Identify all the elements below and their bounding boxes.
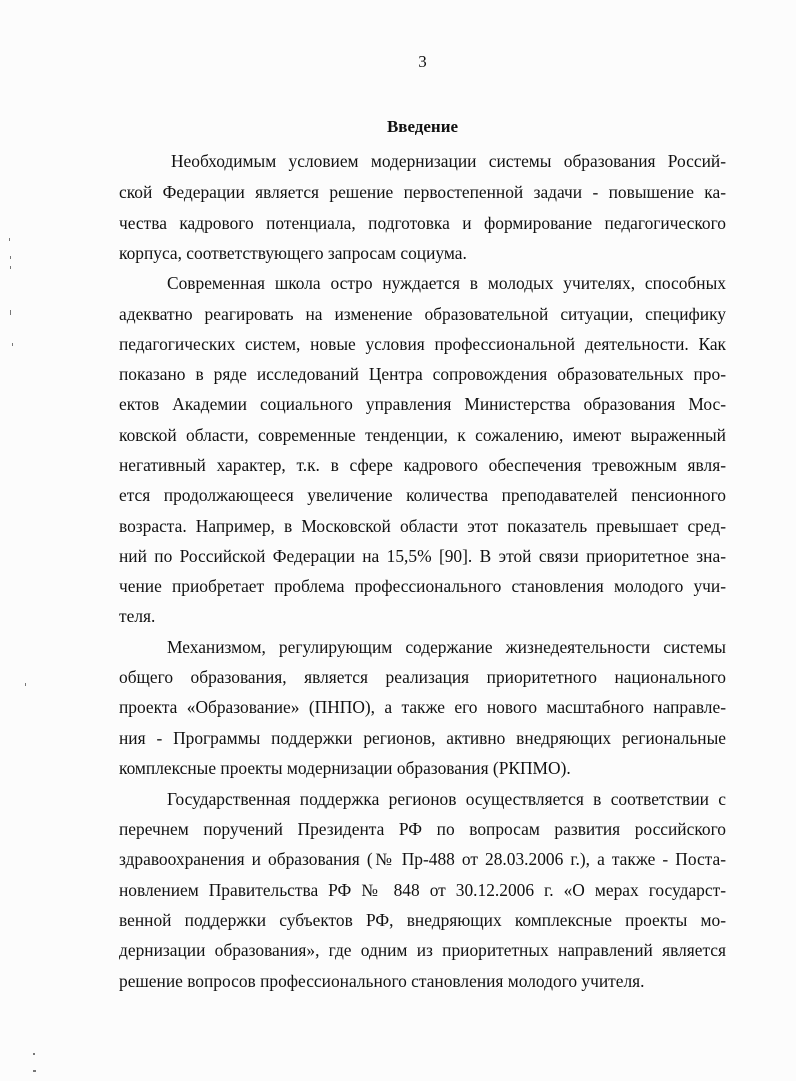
text-line: новлением Правительства РФ № 848 от 30.12.2006 г. «О мерах государст- (119, 880, 726, 900)
text-line: здравоохранения и образования (№ Пр-488 от 28.03.2006 г.), а также - Поста- (119, 849, 726, 869)
page-number: 3 (418, 52, 427, 71)
text-line: чение приобретает проблема профессионального становления молодого учи- (119, 576, 726, 596)
text-line: ний по Российской Федерации на 15,5% [90]. В этой связи приоритетное зна- (119, 546, 726, 566)
text-line: показано в ряде исследований Центра сопровождения образовательных про- (119, 364, 726, 384)
text-line: ковской области, современные тенденции, к сожалению, имеют выраженный (119, 425, 726, 445)
text-line: возраста. Например, в Московской области этот показатель превышает сред- (119, 516, 726, 536)
scan-speck (33, 1053, 35, 1055)
text-line: ния - Программы поддержки регионов, активно внедряющих региональные (119, 728, 726, 748)
scan-speck (10, 256, 11, 259)
scan-speck (33, 1070, 36, 1072)
text-line: комплексные проекты модернизации образования (РКПМО). (119, 758, 571, 778)
text-line: проекта «Образование» (ПНПО), а также его нового масштабного направле- (119, 697, 726, 717)
scan-speck (10, 310, 11, 315)
text-line: Необходимым условием модернизации системы образования Россий- (171, 151, 726, 171)
text-line: негативный характер, т.к. в сфере кадрового обеспечения тревожным явля- (119, 455, 726, 475)
scan-speck (10, 266, 11, 269)
text-line: теля. (119, 606, 156, 626)
text-line: ской Федерации является решение первостепенной задачи - повышение ка- (119, 182, 726, 202)
text-line: Современная школа остро нуждается в молодых учителях, способных (167, 273, 726, 293)
text-line: адекватно реагировать на изменение образовательной ситуации, специфику (119, 304, 726, 324)
text-line: ектов Академии социального управления Министерства образования Мос- (119, 394, 726, 414)
text-line: общего образования, является реализация приоритетного национального (119, 667, 726, 687)
text-line: Государственная поддержка регионов осуществляется в соответствии с (167, 789, 726, 809)
scan-speck (25, 683, 26, 686)
text-line: ется продолжающееся увеличение количества преподавателей пенсионного (119, 485, 726, 505)
text-line: чества кадрового потенциала, подготовка и формирование педагогического (119, 213, 726, 233)
scan-speck (12, 343, 13, 346)
text-line: корпуса, соответствующего запросам социума. (119, 243, 467, 263)
text-line: решение вопросов профессионального становления молодого учителя. (119, 971, 645, 991)
text-line: Механизмом, регулирующим содержание жизнедеятельности системы (167, 637, 726, 657)
text-line: перечнем поручений Президента РФ по вопросам развития российского (119, 819, 726, 839)
text-line: педагогических систем, новые условия профессиональной деятельности. Как (119, 334, 726, 354)
text-line: дернизации образования», где одним из приоритетных направлений является (119, 940, 726, 960)
text-line: венной поддержки субъектов РФ, внедряющих комплексные проекты мо- (119, 910, 726, 930)
scan-speck (9, 238, 10, 241)
section-heading: Введение (386, 117, 459, 136)
